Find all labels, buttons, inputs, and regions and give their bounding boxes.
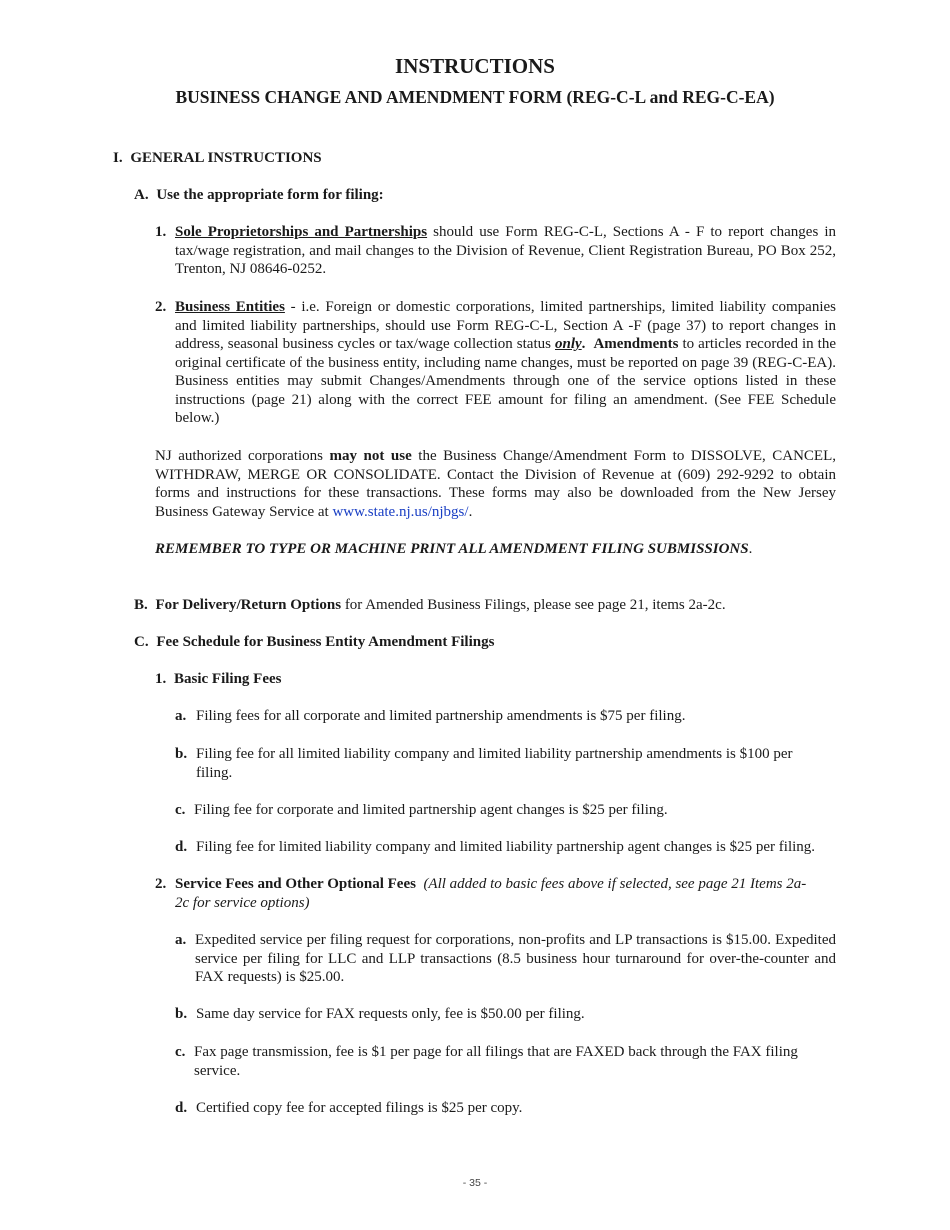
subsection-b-label: B. bbox=[134, 597, 148, 613]
fee-schedule-title: Fee Schedule for Business Entity Amendment Filings bbox=[156, 634, 495, 650]
section-number: I. bbox=[113, 150, 123, 166]
service-fees-heading bbox=[175, 875, 815, 912]
fee-item-text: Filing fees for all corporate and limited partnership amendments is $75 per filing. bbox=[196, 708, 686, 724]
subsection-b bbox=[134, 596, 726, 615]
remember-text: REMEMBER TO TYPE OR MACHINE PRINT ALL AMENDMENT FILING SUBMISSIONS bbox=[155, 541, 749, 557]
service-item-label: c. bbox=[175, 1044, 186, 1060]
sole-proprietorships-paragraph bbox=[175, 223, 836, 279]
subsection-a-heading bbox=[134, 186, 384, 205]
subsection-a-title: Use the appropriate form for filing: bbox=[156, 187, 384, 203]
service-fees-title: Service Fees and Other Optional Fees bbox=[175, 876, 416, 892]
page-number: - 35 - bbox=[462, 1177, 488, 1189]
page-title: INSTRUCTIONS bbox=[395, 54, 555, 78]
subsection-c-label: C. bbox=[134, 634, 149, 650]
delivery-options-text: for Amended Business Filings, please see page 21, items 2a-2c. bbox=[341, 597, 726, 613]
business-entities-heading: Business Entities bbox=[175, 299, 285, 315]
service-item-label: a. bbox=[175, 932, 187, 948]
service-item-label: b. bbox=[175, 1006, 188, 1022]
service-item-label: d. bbox=[175, 1100, 188, 1116]
basic-fees-heading bbox=[155, 670, 282, 689]
sole-proprietorships-heading: Sole Proprietorships and Partnerships bbox=[175, 224, 428, 240]
business-entities-paragraph bbox=[175, 298, 836, 428]
njbgs-link[interactable]: www.state.nj.us/njbgs/ bbox=[332, 503, 469, 520]
item-number: 1. bbox=[155, 224, 167, 240]
nj-note-text: the Business Change/Amendment Form to DISSOLVE, CANCEL, WITHDRAW, MERGE OR CONSOLIDATE. Contact the Division of Revenue at (609) 292-9292 to obtain forms and instructions for these transactions. These forms may also be downloaded from the New Jersey Business Gateway Service at bbox=[155, 448, 837, 520]
fee-item-text: Filing fee for all limited liability company and limited liability partnership amendments is $100 per filing. bbox=[196, 746, 793, 781]
only-emphasis: only bbox=[555, 336, 582, 352]
service-item-text: Certified copy fee for accepted filings is $25 per copy. bbox=[196, 1100, 523, 1116]
nj-corporations-note bbox=[155, 447, 836, 521]
section-heading bbox=[113, 149, 322, 168]
fee-item-label: a. bbox=[175, 708, 187, 724]
subsection-c-heading bbox=[134, 633, 494, 652]
may-not-use-emphasis: may not use bbox=[329, 448, 412, 464]
nj-note-end: . bbox=[468, 503, 473, 520]
delivery-options-heading: For Delivery/Return Options bbox=[155, 597, 342, 613]
nj-note-pre: NJ authorized corporations bbox=[155, 448, 330, 464]
fee-item-label: d. bbox=[175, 839, 188, 855]
amendments-text: to articles recorded in the original certificate of the business entity, including name changes, must be reported on page 39 (REG-C-EA). Business entities may submit Changes/Amendments through one of the service options listed in these instructions (page 21) along with the correct FEE amount for filing an amendment. (See FEE Schedule below.) bbox=[175, 336, 837, 426]
page-subtitle: BUSINESS CHANGE AND AMENDMENT FORM (REG-C-L and REG-C-EA) bbox=[175, 87, 775, 107]
subsection-a-label: A. bbox=[134, 187, 149, 203]
service-item-text: Expedited service per filing request for corporations, non-profits and LP transactions is $15.00. Expedited service per filing for LLC and LLP transactions (8.5 business hour turnaround for over-the-counter and FAX requests) is $25.00. bbox=[195, 932, 836, 985]
service-fees-number: 2. bbox=[155, 876, 167, 892]
basic-fees-title: Basic Filing Fees bbox=[174, 671, 282, 687]
fee-item-label: c. bbox=[175, 802, 186, 818]
basic-fees-number: 1. bbox=[155, 671, 167, 687]
remember-notice bbox=[155, 540, 752, 559]
business-entities-text: - i.e. Foreign or domestic corporations, limited partnerships, limited liability companies and limited liability partnerships, should use Form REG-C-L, Section A -F (page 37) to report changes in address, seasonal business cycles or tax/wage collection status bbox=[175, 299, 836, 352]
fee-item-label: b. bbox=[175, 746, 188, 762]
service-fees-note: (All added to basic fees above if selected, see page 21 Items 2a-2c for service options) bbox=[175, 876, 807, 911]
amendments-emphasis: Amendments bbox=[593, 336, 679, 352]
only-period: . bbox=[581, 336, 586, 352]
sole-proprietorships-text: should use Form REG-C-L, Sections A - F to report changes in tax/wage registration, and mail changes to the Division of Revenue, Client Registration Bureau, PO Box 252, Trenton, NJ 08646-0252. bbox=[175, 224, 837, 277]
item-number: 2. bbox=[155, 299, 167, 315]
service-item-text: Fax page transmission, fee is $1 per page for all filings that are FAXED back through the FAX filing service. bbox=[194, 1044, 798, 1079]
fee-item-text: Filing fee for limited liability company and limited liability partnership agent changes is $25 per filing. bbox=[196, 839, 816, 855]
fee-item-text: Filing fee for corporate and limited partnership agent changes is $25 per filing. bbox=[194, 802, 668, 818]
remember-end: . bbox=[748, 541, 753, 557]
service-item-text: Same day service for FAX requests only, fee is $50.00 per filing. bbox=[196, 1006, 585, 1022]
section-title: GENERAL INSTRUCTIONS bbox=[130, 150, 322, 166]
